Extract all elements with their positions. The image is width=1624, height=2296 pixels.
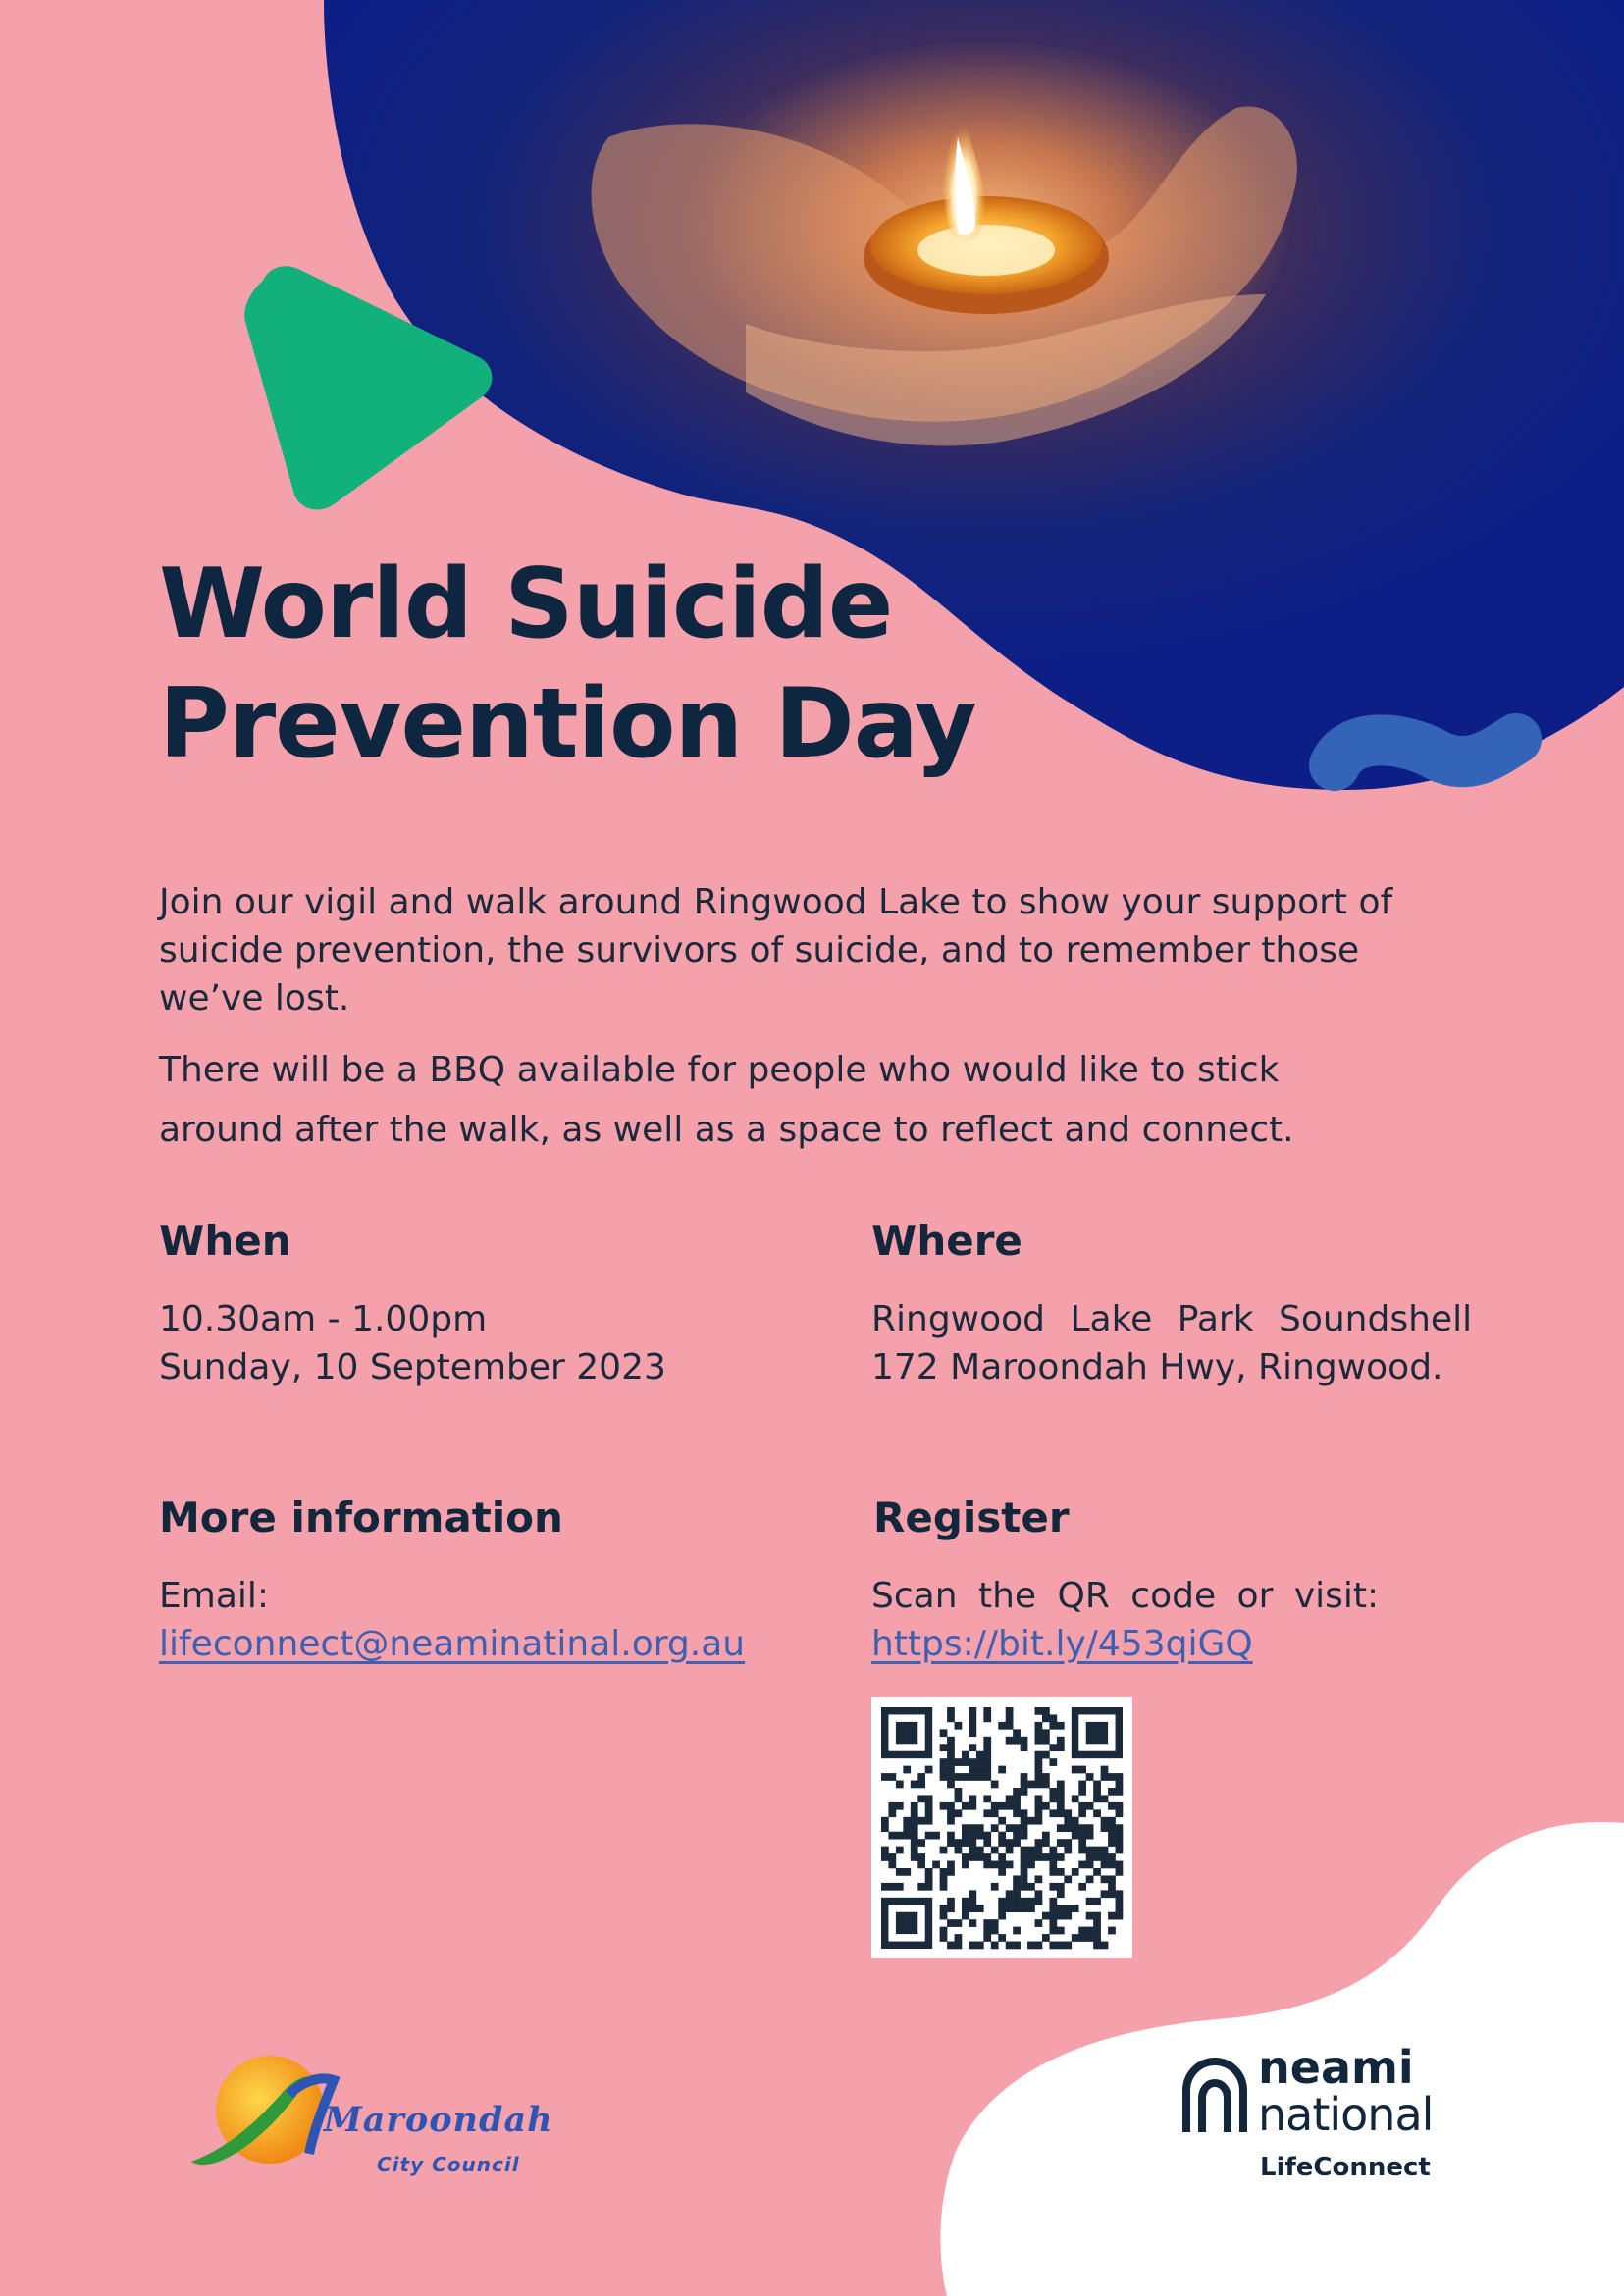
email-label: Email:	[159, 1576, 270, 1616]
national-logo-text: national	[1258, 2088, 1434, 2141]
neami-arch-icon	[1180, 2056, 1249, 2134]
register-link[interactable]: https://bit.ly/453qiGQ	[871, 1624, 1253, 1664]
where-heading: Where	[871, 1217, 1022, 1265]
when-heading: When	[159, 1217, 291, 1265]
qr-code[interactable]	[871, 1697, 1132, 1958]
event-time: 10.30am - 1.00pm	[159, 1299, 488, 1339]
register-instruction: Scan the QR code or visit:	[871, 1576, 1380, 1616]
register-details	[871, 1572, 1379, 1668]
neami-logo-text: neami	[1258, 2041, 1414, 2094]
title-line-2: Prevention Day	[159, 668, 976, 780]
email-link[interactable]: lifeconnect@neaminatinal.org.au	[159, 1624, 746, 1664]
more-info-details	[159, 1572, 745, 1668]
intro-paragraph-2: There will be a BBQ available for people who would like to stick around after the walk, as well as a space to reflect and connect.	[159, 1050, 1294, 1150]
maroondah-logo-subtext: City Council	[377, 2153, 520, 2176]
page-title	[159, 545, 976, 784]
event-date: Sunday, 10 September 2023	[159, 1347, 666, 1387]
intro-paragraph-1: Join our vigil and walk around Ringwood Lake to show your support of suicide prevention, the survivors of suicide, and to remember those we’ve lost.	[159, 882, 1393, 1018]
register-heading: Register	[873, 1493, 1070, 1541]
lifeconnect-logo-text: LifeConnect	[1260, 2153, 1431, 2182]
more-info-heading: More information	[159, 1493, 563, 1541]
event-venue: Ringwood Lake Park Soundshell	[871, 1299, 1473, 1339]
event-address: 172 Maroondah Hwy, Ringwood.	[871, 1347, 1443, 1387]
maroondah-logo-text: Maroondah	[324, 2100, 553, 2140]
title-line-1: World Suicide	[159, 548, 893, 660]
when-details	[159, 1295, 666, 1391]
where-details	[871, 1295, 1480, 1391]
maroondah-logo-icon	[186, 2056, 343, 2183]
